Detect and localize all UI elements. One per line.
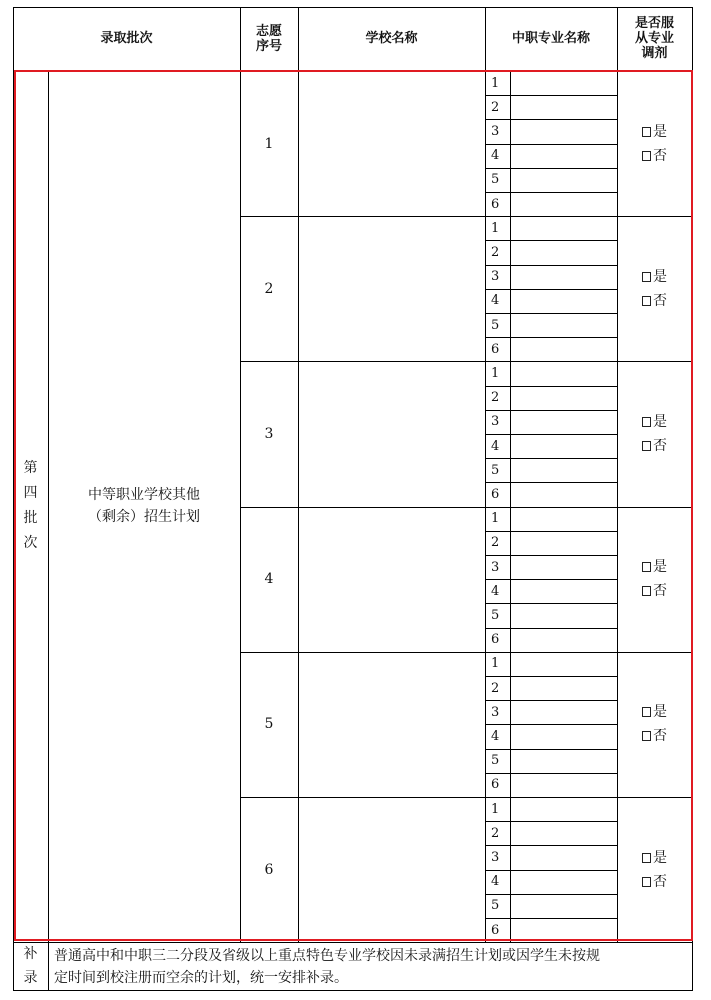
major-index [485,555,510,579]
major-index-text: 4 [491,583,500,599]
wish-number [240,216,298,361]
header-school-text: 学校名称 [365,31,418,46]
major-index [485,434,510,458]
major-index-text: 3 [491,123,500,139]
major-name-input[interactable] [510,265,617,289]
header-school [298,7,485,70]
major-index-text: 1 [491,365,500,381]
major-index [485,870,510,894]
adjust-yes-option[interactable] [642,120,667,144]
major-index-text: 2 [491,680,500,696]
adjust-no-label: 否 [653,147,667,164]
header-batch-text: 录取批次 [100,31,153,46]
major-name-input[interactable] [510,870,617,894]
major-name-input[interactable] [510,313,617,337]
major-index [485,240,510,264]
wish-number [240,507,298,652]
adjust-yes-option[interactable] [642,700,667,724]
adjust-no-label: 否 [653,873,667,890]
major-name-input[interactable] [510,845,617,869]
plan-label-line: （剩余）招生计划 [88,509,200,525]
major-name-input[interactable] [510,71,617,95]
major-name-input[interactable] [510,482,617,506]
school-name-input[interactable] [298,507,485,652]
major-index [485,652,510,676]
major-index-text: 3 [491,849,500,865]
wish-number [240,361,298,506]
adjust-yes-option[interactable] [642,555,667,579]
adjust-no-label: 否 [653,437,667,454]
major-index-text: 6 [491,486,500,502]
major-index [485,845,510,869]
major-name-input[interactable] [510,579,617,603]
checkbox-icon[interactable] [642,441,651,451]
major-index-text: 6 [491,777,500,793]
checkbox-icon[interactable] [642,127,651,137]
major-index-text: 1 [491,511,500,527]
major-index-text: 4 [491,728,500,744]
checkbox-icon[interactable] [642,151,651,161]
major-name-input[interactable] [510,95,617,119]
major-name-input[interactable] [510,386,617,410]
major-index [485,144,510,168]
adjust-no-label: 否 [653,728,667,745]
batch-label [13,70,48,942]
adjust-yes-label: 是 [653,413,667,430]
header-order [240,7,298,70]
checkbox-icon[interactable] [642,417,651,427]
wish-number-text: 6 [264,861,274,878]
major-index-text: 1 [491,220,500,236]
supplement-label-char: 补 [23,946,38,962]
adjust-options [617,507,692,652]
major-index-text: 6 [491,632,500,648]
adjust-yes-label: 是 [653,704,667,721]
major-index [485,361,510,385]
supplement-text-line: 定时间到校注册而空余的计划，统一安排补录。 [54,970,348,986]
major-index-text: 1 [491,801,500,817]
major-index [485,724,510,748]
major-index-text: 6 [491,922,500,938]
supplement-text [48,942,692,990]
header-adjust-text: 从专业 [634,31,674,46]
major-name-input[interactable] [510,458,617,482]
batch-label-char: 次 [23,535,38,551]
adjust-options [617,652,692,797]
header-major [485,7,617,70]
major-index [485,749,510,773]
adjust-no-option[interactable] [642,724,667,748]
major-name-input[interactable] [510,337,617,361]
batch-label-char: 第 [23,460,38,476]
major-index-text: 4 [491,293,500,309]
major-name-input[interactable] [510,119,617,143]
wish-number-text: 3 [264,425,274,442]
major-index [485,95,510,119]
adjust-no-label: 否 [653,583,667,600]
major-name-input[interactable] [510,603,617,627]
checkbox-icon[interactable] [642,296,651,306]
school-name-input[interactable] [298,797,485,942]
major-index-text: 2 [491,99,500,115]
major-name-input[interactable] [510,797,617,821]
major-index-text: 2 [491,390,500,406]
plan-label-line: 中等职业学校其他 [88,487,200,503]
header-adjust-text: 调剂 [641,46,668,61]
major-index-text: 5 [491,898,500,914]
major-name-input[interactable] [510,507,617,531]
major-name-input[interactable] [510,361,617,385]
school-name-input[interactable] [298,361,485,506]
adjust-yes-option[interactable] [642,410,667,434]
adjust-no-option[interactable] [642,434,667,458]
header-major-text: 中职专业名称 [511,31,590,46]
adjust-no-label: 否 [653,292,667,309]
major-name-input[interactable] [510,749,617,773]
major-name-input[interactable] [510,168,617,192]
major-index [485,773,510,797]
header-order-text: 志愿 [255,23,282,39]
adjust-yes-label: 是 [653,849,667,866]
major-index-text: 4 [491,874,500,890]
wish-number [240,71,298,216]
batch-label-char: 批 [23,510,38,526]
major-index-text: 5 [491,753,500,769]
major-index [485,676,510,700]
supplement-label-char: 录 [23,970,38,986]
adjust-yes-option[interactable] [642,265,667,289]
wish-number [240,652,298,797]
major-index-text: 5 [491,607,500,623]
major-index [485,603,510,627]
major-name-input[interactable] [510,289,617,313]
major-index-text: 2 [491,244,500,260]
major-index [485,71,510,95]
major-index [485,579,510,603]
supplement-text-line: 普通高中和中职三二分段及省级以上重点特色专业学校因未录满招生计划或因学生未按规 [54,948,600,964]
major-name-input[interactable] [510,894,617,918]
major-index [485,337,510,361]
wish-number-text: 2 [264,280,274,297]
major-index-text: 2 [491,825,500,841]
checkbox-icon[interactable] [642,877,651,887]
major-name-input[interactable] [510,821,617,845]
checkbox-icon[interactable] [642,272,651,282]
adjust-no-option[interactable] [642,870,667,894]
adjust-options [617,71,692,216]
major-index-text: 6 [491,196,500,212]
adjust-options [617,216,692,361]
major-index [485,918,510,942]
header-order-text: 序号 [255,38,282,54]
major-index [485,458,510,482]
checkbox-icon[interactable] [642,707,651,717]
major-index-text: 2 [491,535,500,551]
adjust-no-option[interactable] [642,289,667,313]
checkbox-icon[interactable] [642,562,651,572]
school-name-input[interactable] [298,71,485,216]
major-index [485,507,510,531]
major-index-text: 3 [491,269,500,285]
table-border-right [692,7,693,990]
major-name-input[interactable] [510,628,617,652]
adjust-yes-label: 是 [653,268,667,285]
checkbox-icon[interactable] [642,853,651,863]
major-index [485,265,510,289]
major-index [485,313,510,337]
table-border-bottom [13,990,693,991]
major-index [485,797,510,821]
major-index-text: 6 [491,341,500,357]
adjust-options [617,361,692,506]
major-name-input[interactable] [510,555,617,579]
major-index [485,531,510,555]
major-name-input[interactable] [510,216,617,240]
major-index-text: 3 [491,704,500,720]
major-index [485,894,510,918]
major-name-input[interactable] [510,410,617,434]
wish-number-text: 1 [264,135,274,152]
checkbox-icon[interactable] [642,586,651,596]
major-index [485,628,510,652]
supplement-label [13,942,48,990]
major-index-text: 3 [491,559,500,575]
major-index [485,700,510,724]
major-index-text: 4 [491,438,500,454]
major-name-input[interactable] [510,676,617,700]
header-batch [13,7,240,70]
header-adjust-text: 是否服 [634,16,674,31]
header-adjust [617,7,692,70]
major-index [485,168,510,192]
major-index [485,482,510,506]
major-index-text: 5 [491,462,500,478]
major-index-text: 1 [491,656,500,672]
major-name-input[interactable] [510,652,617,676]
major-index [485,192,510,216]
major-index [485,410,510,434]
adjust-no-option[interactable] [642,144,667,168]
major-index-text: 3 [491,414,500,430]
major-index [485,289,510,313]
major-index-text: 4 [491,148,500,164]
wish-number-text: 5 [264,716,274,733]
major-index [485,821,510,845]
wish-number [240,797,298,942]
batch-label-char: 四 [23,485,38,501]
major-name-input[interactable] [510,531,617,555]
major-index [485,119,510,143]
school-name-input[interactable] [298,652,485,797]
wish-number-text: 4 [264,571,274,588]
major-name-input[interactable] [510,144,617,168]
adjust-yes-option[interactable] [642,846,667,870]
adjust-yes-label: 是 [653,559,667,576]
major-name-input[interactable] [510,918,617,942]
major-name-input[interactable] [510,724,617,748]
major-name-input[interactable] [510,434,617,458]
major-index-text: 5 [491,172,500,188]
adjust-yes-label: 是 [653,123,667,140]
checkbox-icon[interactable] [642,731,651,741]
major-name-input[interactable] [510,773,617,797]
school-name-input[interactable] [298,216,485,361]
adjust-no-option[interactable] [642,579,667,603]
major-name-input[interactable] [510,240,617,264]
major-index-text: 5 [491,317,500,333]
major-index [485,216,510,240]
plan-label [48,70,240,942]
major-index [485,386,510,410]
major-name-input[interactable] [510,700,617,724]
major-name-input[interactable] [510,192,617,216]
major-index-text: 1 [491,75,500,91]
adjust-options [617,797,692,942]
